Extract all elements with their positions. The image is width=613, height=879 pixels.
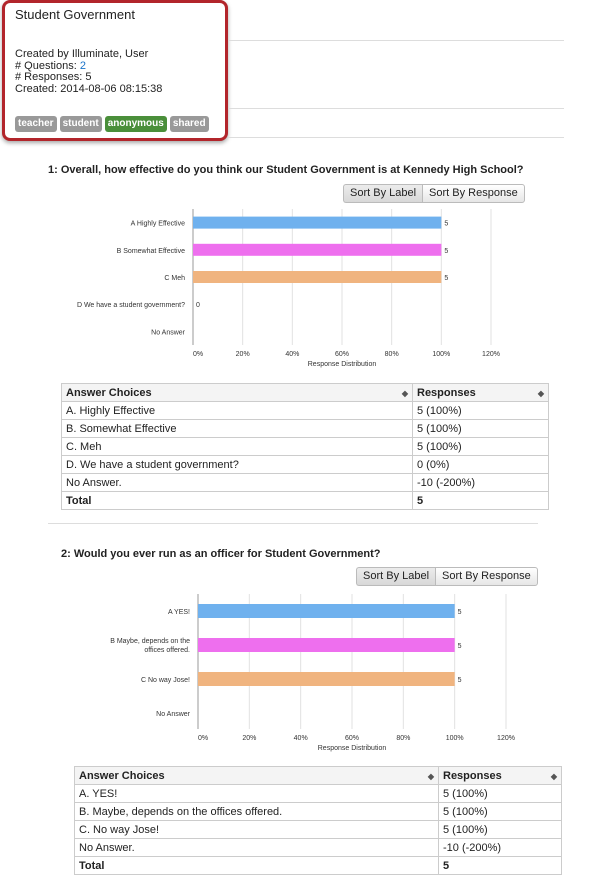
x-tick-label: 40% [285,351,300,358]
choice-cell: A. Highly Effective [62,402,413,420]
choice-cell: C. No way Jose! [75,821,439,839]
choice-cell: B. Maybe, depends on the offices offered. [75,803,439,821]
question-count-link[interactable]: 2 [79,59,86,72]
x-tick-label: 0% [198,735,209,742]
x-tick-label: 80% [384,351,399,358]
x-tick-label: 20% [242,735,257,742]
total-row [62,492,549,510]
category-label: offices offered. [144,647,190,654]
tag-anonymous[interactable]: anonymous [105,116,167,132]
category-label: D We have a student government? [76,302,185,310]
category-label: C No way Jose! [140,677,190,684]
table-row [62,474,549,492]
sort-by-label-button[interactable]: Sort By Label [343,184,422,203]
sort-by-response-button[interactable]: Sort By Response [422,184,525,203]
x-tick-label: 40% [293,735,308,742]
answer-choices-header[interactable]: Answer Choices ◆ [62,384,413,402]
bar-value-label: 5 [457,677,462,684]
response-cell: 5 (100%) [413,438,549,456]
table-row [62,456,549,474]
table-row [75,785,562,803]
sort-icon: ◆ [537,388,544,398]
created-by: Created by Illuminate, User [15,48,149,60]
x-tick-label: 100% [445,735,464,742]
bar-value-label: 0 [196,302,200,310]
answer-choices-header[interactable]: Answer Choices ◆ [75,767,439,785]
responses-header[interactable]: Responses ◆ [439,767,562,785]
sort-icon: ◆ [427,771,434,781]
question-2-table [74,766,562,875]
bar-value-label: 5 [457,643,462,650]
x-tick-label: 120% [497,735,515,742]
total-label: Total [75,857,439,875]
bar-value-label: 5 [444,247,449,255]
category-label: B Somewhat Effective [116,247,185,255]
question-1-table [61,383,549,510]
table-row [62,438,549,456]
tag-student[interactable]: student [60,116,102,132]
question-count: # Questions: 2 [15,59,86,72]
response-cell: 5 (100%) [413,420,549,438]
choice-cell: No Answer. [75,839,439,857]
choice-cell: D. We have a student government? [62,456,413,474]
tag-teacher[interactable]: teacher [15,116,57,132]
x-tick-label: 0% [193,351,204,358]
bar-value-label: 5 [457,609,462,616]
bar [193,217,441,229]
x-axis-label: Response Distribution [307,361,377,368]
response-count: # Responses: 5 [15,71,92,83]
question-2-title: 2: Would you ever run as an officer for Student Government? [61,548,381,560]
tag-shared[interactable]: shared [170,116,209,132]
table-row [62,402,549,420]
response-cell: 0 (0%) [413,456,549,474]
x-axis-label: Response Distribution [317,745,387,752]
sort-icon: ◆ [550,771,557,781]
x-tick-label: 100% [432,351,451,358]
section-divider [48,523,538,524]
response-cell: -10 (-200%) [439,839,562,857]
bar-value-label: 5 [444,220,449,228]
question-2-sort-buttons [356,567,538,586]
total-label: Total [62,492,413,510]
category-label: B Maybe, depends on the [110,638,190,645]
survey-title: Student Government [15,7,135,22]
x-tick-label: 80% [396,735,411,742]
response-cell: 5 (100%) [439,821,562,839]
table-row [62,420,549,438]
category-label: No Answer [151,329,185,337]
table-row [75,803,562,821]
table-row [75,839,562,857]
created-date: Created: 2014-08-06 08:15:38 [15,82,163,95]
choice-cell: C. Meh [62,438,413,456]
sort-icon: ◆ [401,388,408,398]
sort-by-response-button[interactable]: Sort By Response [435,567,538,586]
category-label: C Meh [164,275,185,282]
choice-cell: A. YES! [75,785,439,803]
table-row [75,821,562,839]
bar [193,271,441,283]
sort-by-label-button[interactable]: Sort By Label [356,567,435,586]
question-1-title: 1: Overall, how effective do you think our Student Government is at Kennedy High School? [48,164,524,176]
choice-cell: B. Somewhat Effective [62,420,413,438]
response-cell: 5 (100%) [439,785,562,803]
x-tick-label: 60% [344,735,360,742]
responses-header[interactable]: Responses ◆ [413,384,549,402]
choice-cell: No Answer. [62,474,413,492]
x-tick-label: 60% [334,351,350,358]
bar-value-label: 5 [444,275,449,282]
response-cell: 5 (100%) [439,803,562,821]
category-label: A YES! [167,609,190,616]
total-value: 5 [439,857,562,875]
category-label: No Answer [156,711,190,718]
total-row [75,857,562,875]
total-value: 5 [413,492,549,510]
x-tick-label: 20% [235,351,250,358]
response-cell: 5 (100%) [413,402,549,420]
x-tick-label: 120% [482,351,500,358]
bar [193,244,441,256]
response-cell: -10 (-200%) [413,474,549,492]
category-label: A Highly Effective [130,220,185,228]
